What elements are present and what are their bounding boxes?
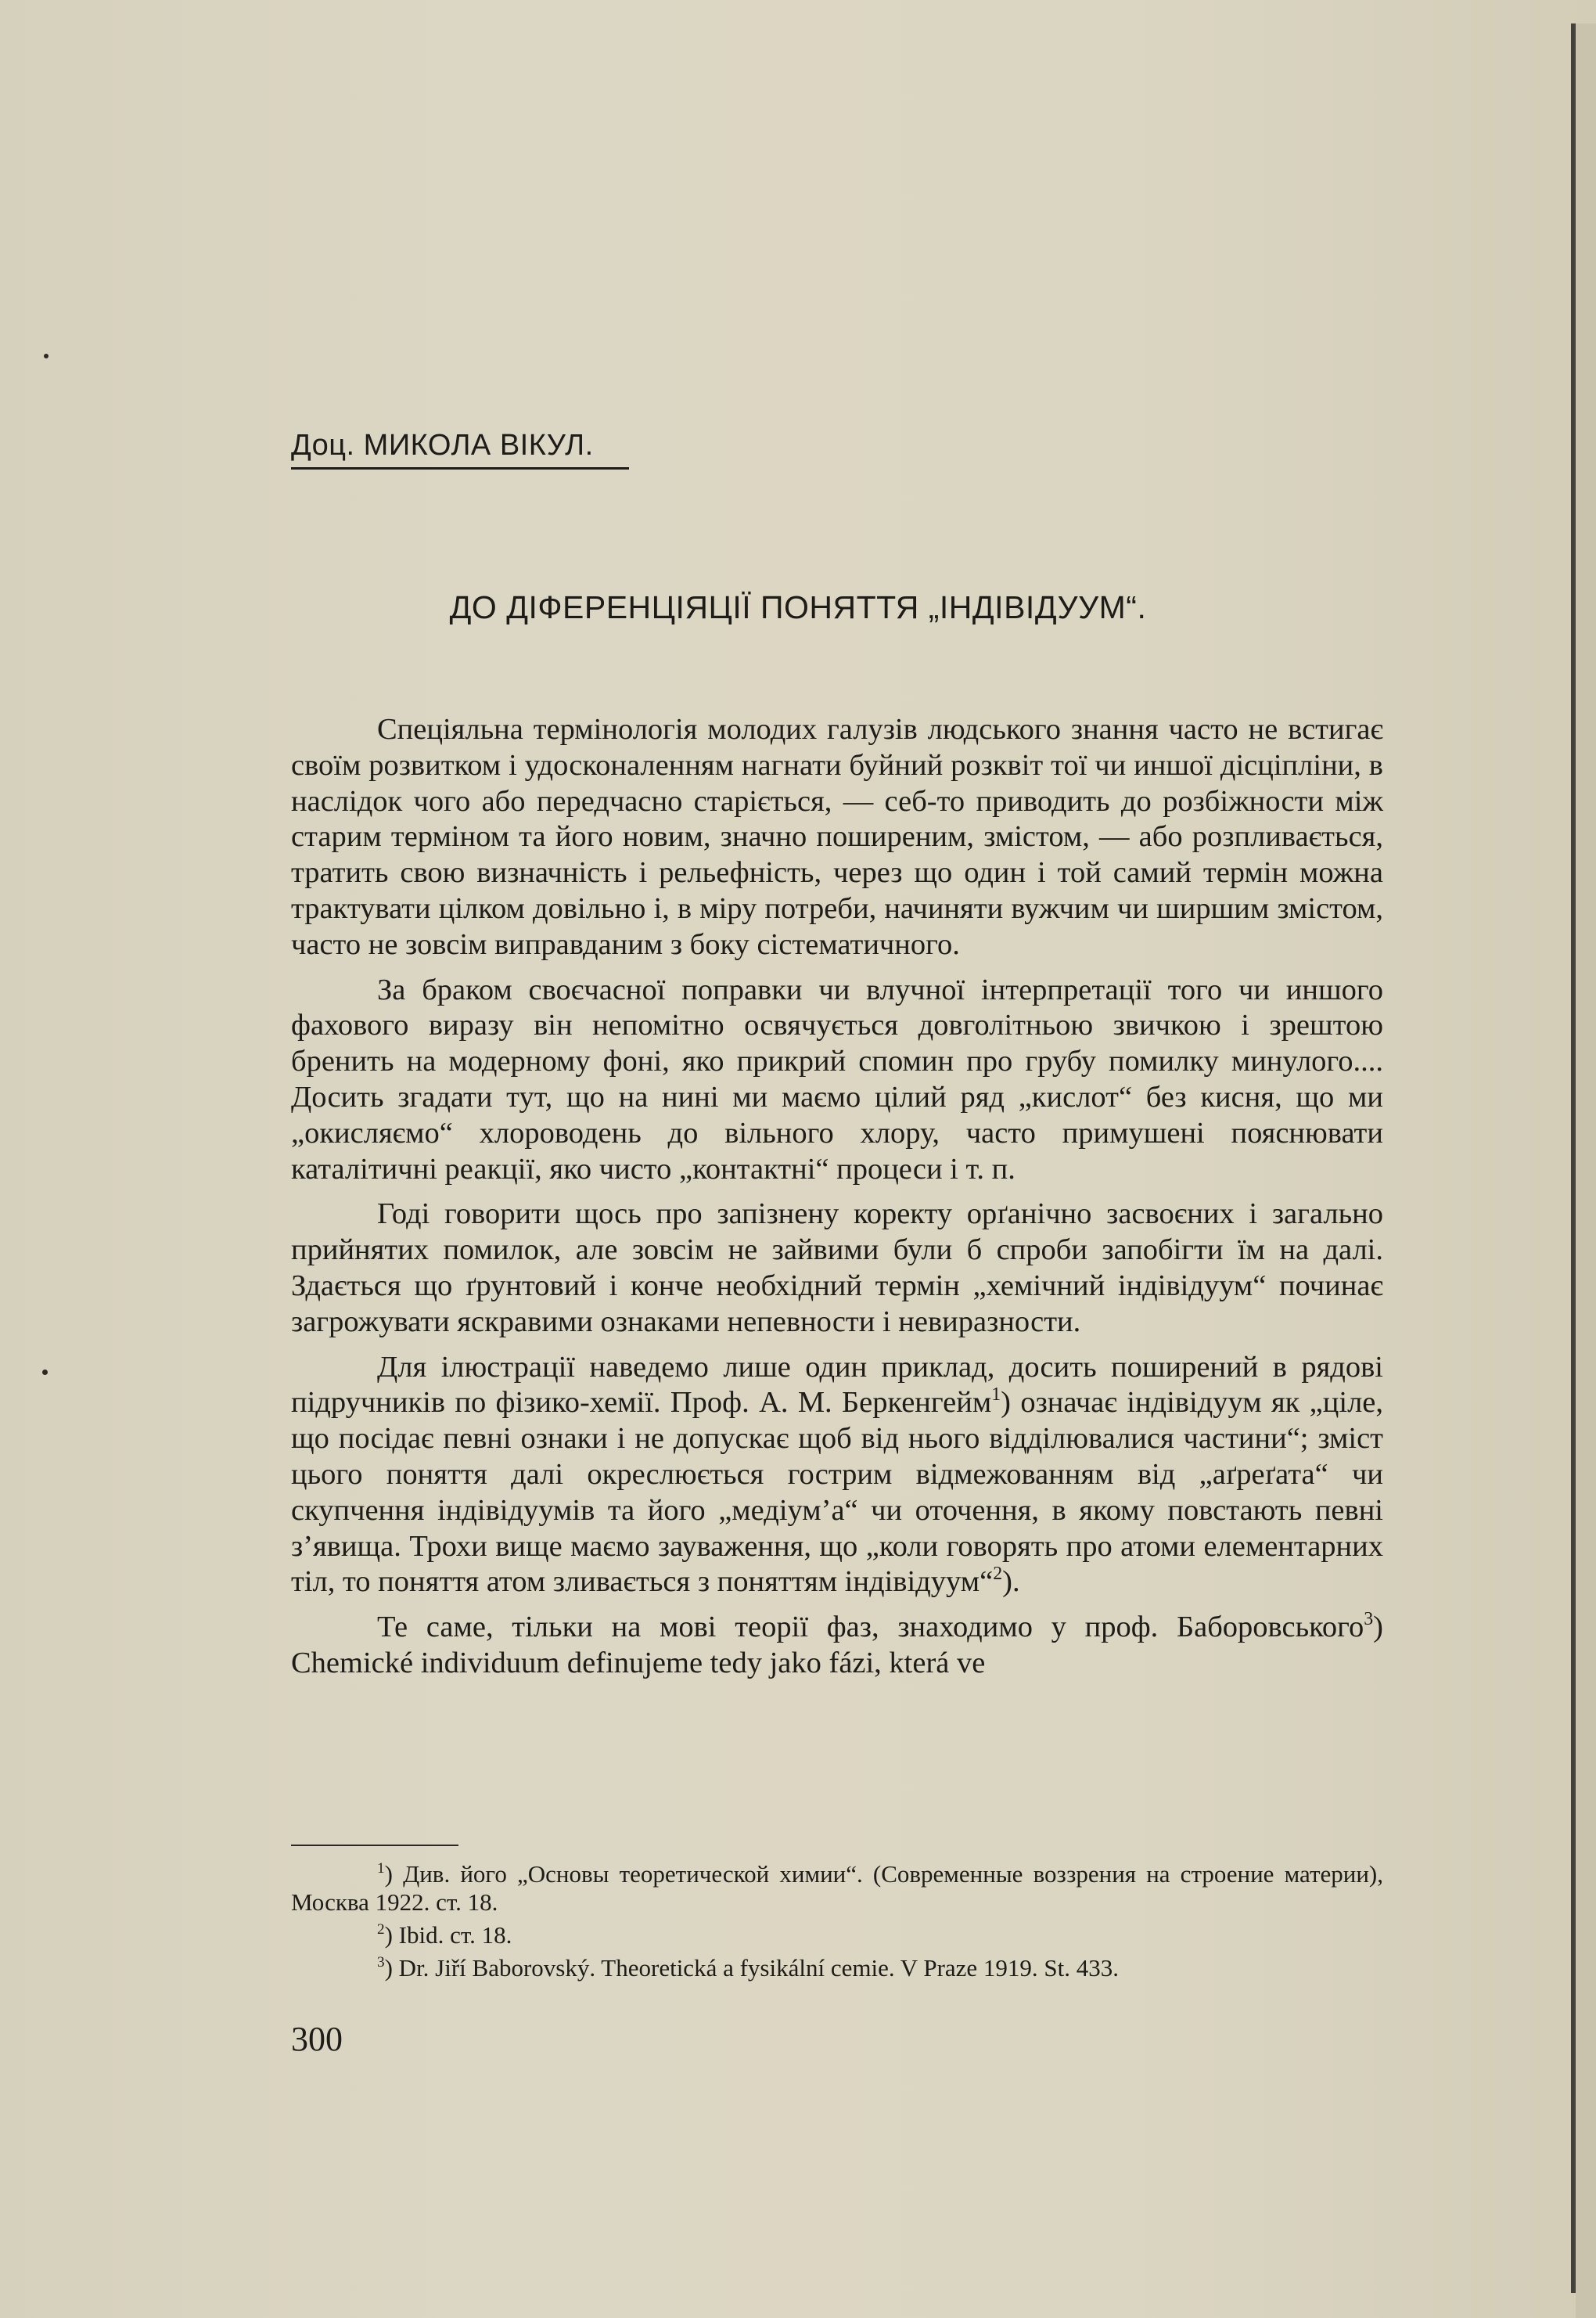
paragraph-5-text: ) Chemické individuum definujeme tedy jako fázi, která ve [291, 1611, 1383, 1679]
paragraph-3: Годі говорити щось про запізнену коректу орґанічно засвоєних і загально прийнятих помилок, але зовсім не зайвими були б спроби запобігти їм на далі. Здається що ґрунтовий і конче необхідний термін „хемічний індівідуум“ починає загрожувати яскравими ознаками непевности і невиразности. [291, 1197, 1383, 1338]
paragraph-1: Спеціяльна термінологія молодих галузів людського знання часто не встигає своїм розвитком і удосконаленням нагнати буйний розквіт тої чи иншої дісціпліни, в наслідок чого або передчасно старіється, — себ-то приводить до розбіжности між старим терміном та його новим, значно поширеним, змістом, — або розпливається, тратить свою визначність і рельефність, через що один і той самий термін можна трактувати цілком довільно і, в міру потреби, начиняти вужчим чи ширшим змістом, часто не зовсім виправданим з боку сістематичного. [291, 713, 1383, 961]
page-number: 300 [291, 2020, 343, 2058]
footnotes [291, 1860, 1383, 1987]
paragraph-4-text: ) означає індівідуум як „ціле, що посідає певні ознаки і не допускає щоб від нього відділювалися частини“; зміст цього поняття далі окреслюється гострим відмежованням від „аґреґата“ чи скупчення індівідуумів та його „медіум’а“ чи оточення, в якому повстають певні з’явища. Трохи вище маємо зауваження, що „коли говорять про атоми елементарних тіл, то поняття атом зливається з поняттям індівідуум“ [291, 1386, 1383, 1599]
paragraph-4 [291, 1350, 1383, 1601]
footnote-mark: 1 [377, 1859, 385, 1877]
article-body [291, 712, 1383, 1691]
scan-speck [42, 1370, 48, 1375]
footnote-mark: 3 [377, 1953, 385, 1971]
footnote-ref-3: 3 [1364, 1609, 1374, 1630]
scan-speck [44, 354, 49, 358]
author-name: Доц. МИКОЛА ВІКУЛ. [291, 429, 629, 470]
paragraph-2: За браком своєчасної поправки чи влучної інтерпретації того чи иншого фахового виразу він непомітно освячується довголітньою звичкою і зрештою бренить на модерному фоні, яко прикрий спомин про грубу помилку минулого.... Досить згадати тут, що на нині ми маємо цілий ряд „кислот“ без кисня, що ми „окисляємо“ хлороводень до вільного хлору, часто примушені пояснювати каталітичні реакції, яко чисто „контактні“ процеси і т. п. [291, 973, 1383, 1186]
paragraph-4-text: Для ілюстрації наведемо лише один приклад, досить поширений в рядові підручників по фізико-хемії. Проф. А. М. Беркенгейм [291, 1350, 1383, 1420]
footnote-divider [291, 1845, 458, 1846]
article-title: ДО ДІФЕРЕНЦІЯЦІЇ ПОНЯТТЯ „ІНДІВІДУУМ“. [449, 589, 1147, 625]
paragraph-5-text: Те саме, тільки на мові теорії фаз, знаходимо у проф. Баборовського [377, 1611, 1364, 1644]
paragraph-4-text: ). [1002, 1565, 1020, 1599]
footnote-ref-2: 2 [993, 1564, 1003, 1585]
footnote-mark: 2 [377, 1920, 385, 1938]
footnote-2 [291, 1921, 1383, 1949]
footnote-text: ) Dr. Jiří Baborovský. Theoretická a fysikální cemie. V Praze 1919. St. 433. [384, 1954, 1120, 1981]
footnote-1 [291, 1860, 1383, 1917]
page-edge-line [1571, 23, 1576, 2293]
footnote-3 [291, 1954, 1383, 1982]
footnote-ref-1: 1 [991, 1384, 1001, 1406]
footnote-text: ) Ibid. ст. 18. [384, 1921, 512, 1949]
paragraph-5 [291, 1610, 1383, 1682]
page-edge-shadow [1576, 23, 1596, 2318]
footnote-text: ) Див. його „Основы теоретической химии“. (Современные воззрения на строение материи), Москва 1922. ст. 18. [291, 1860, 1383, 1916]
